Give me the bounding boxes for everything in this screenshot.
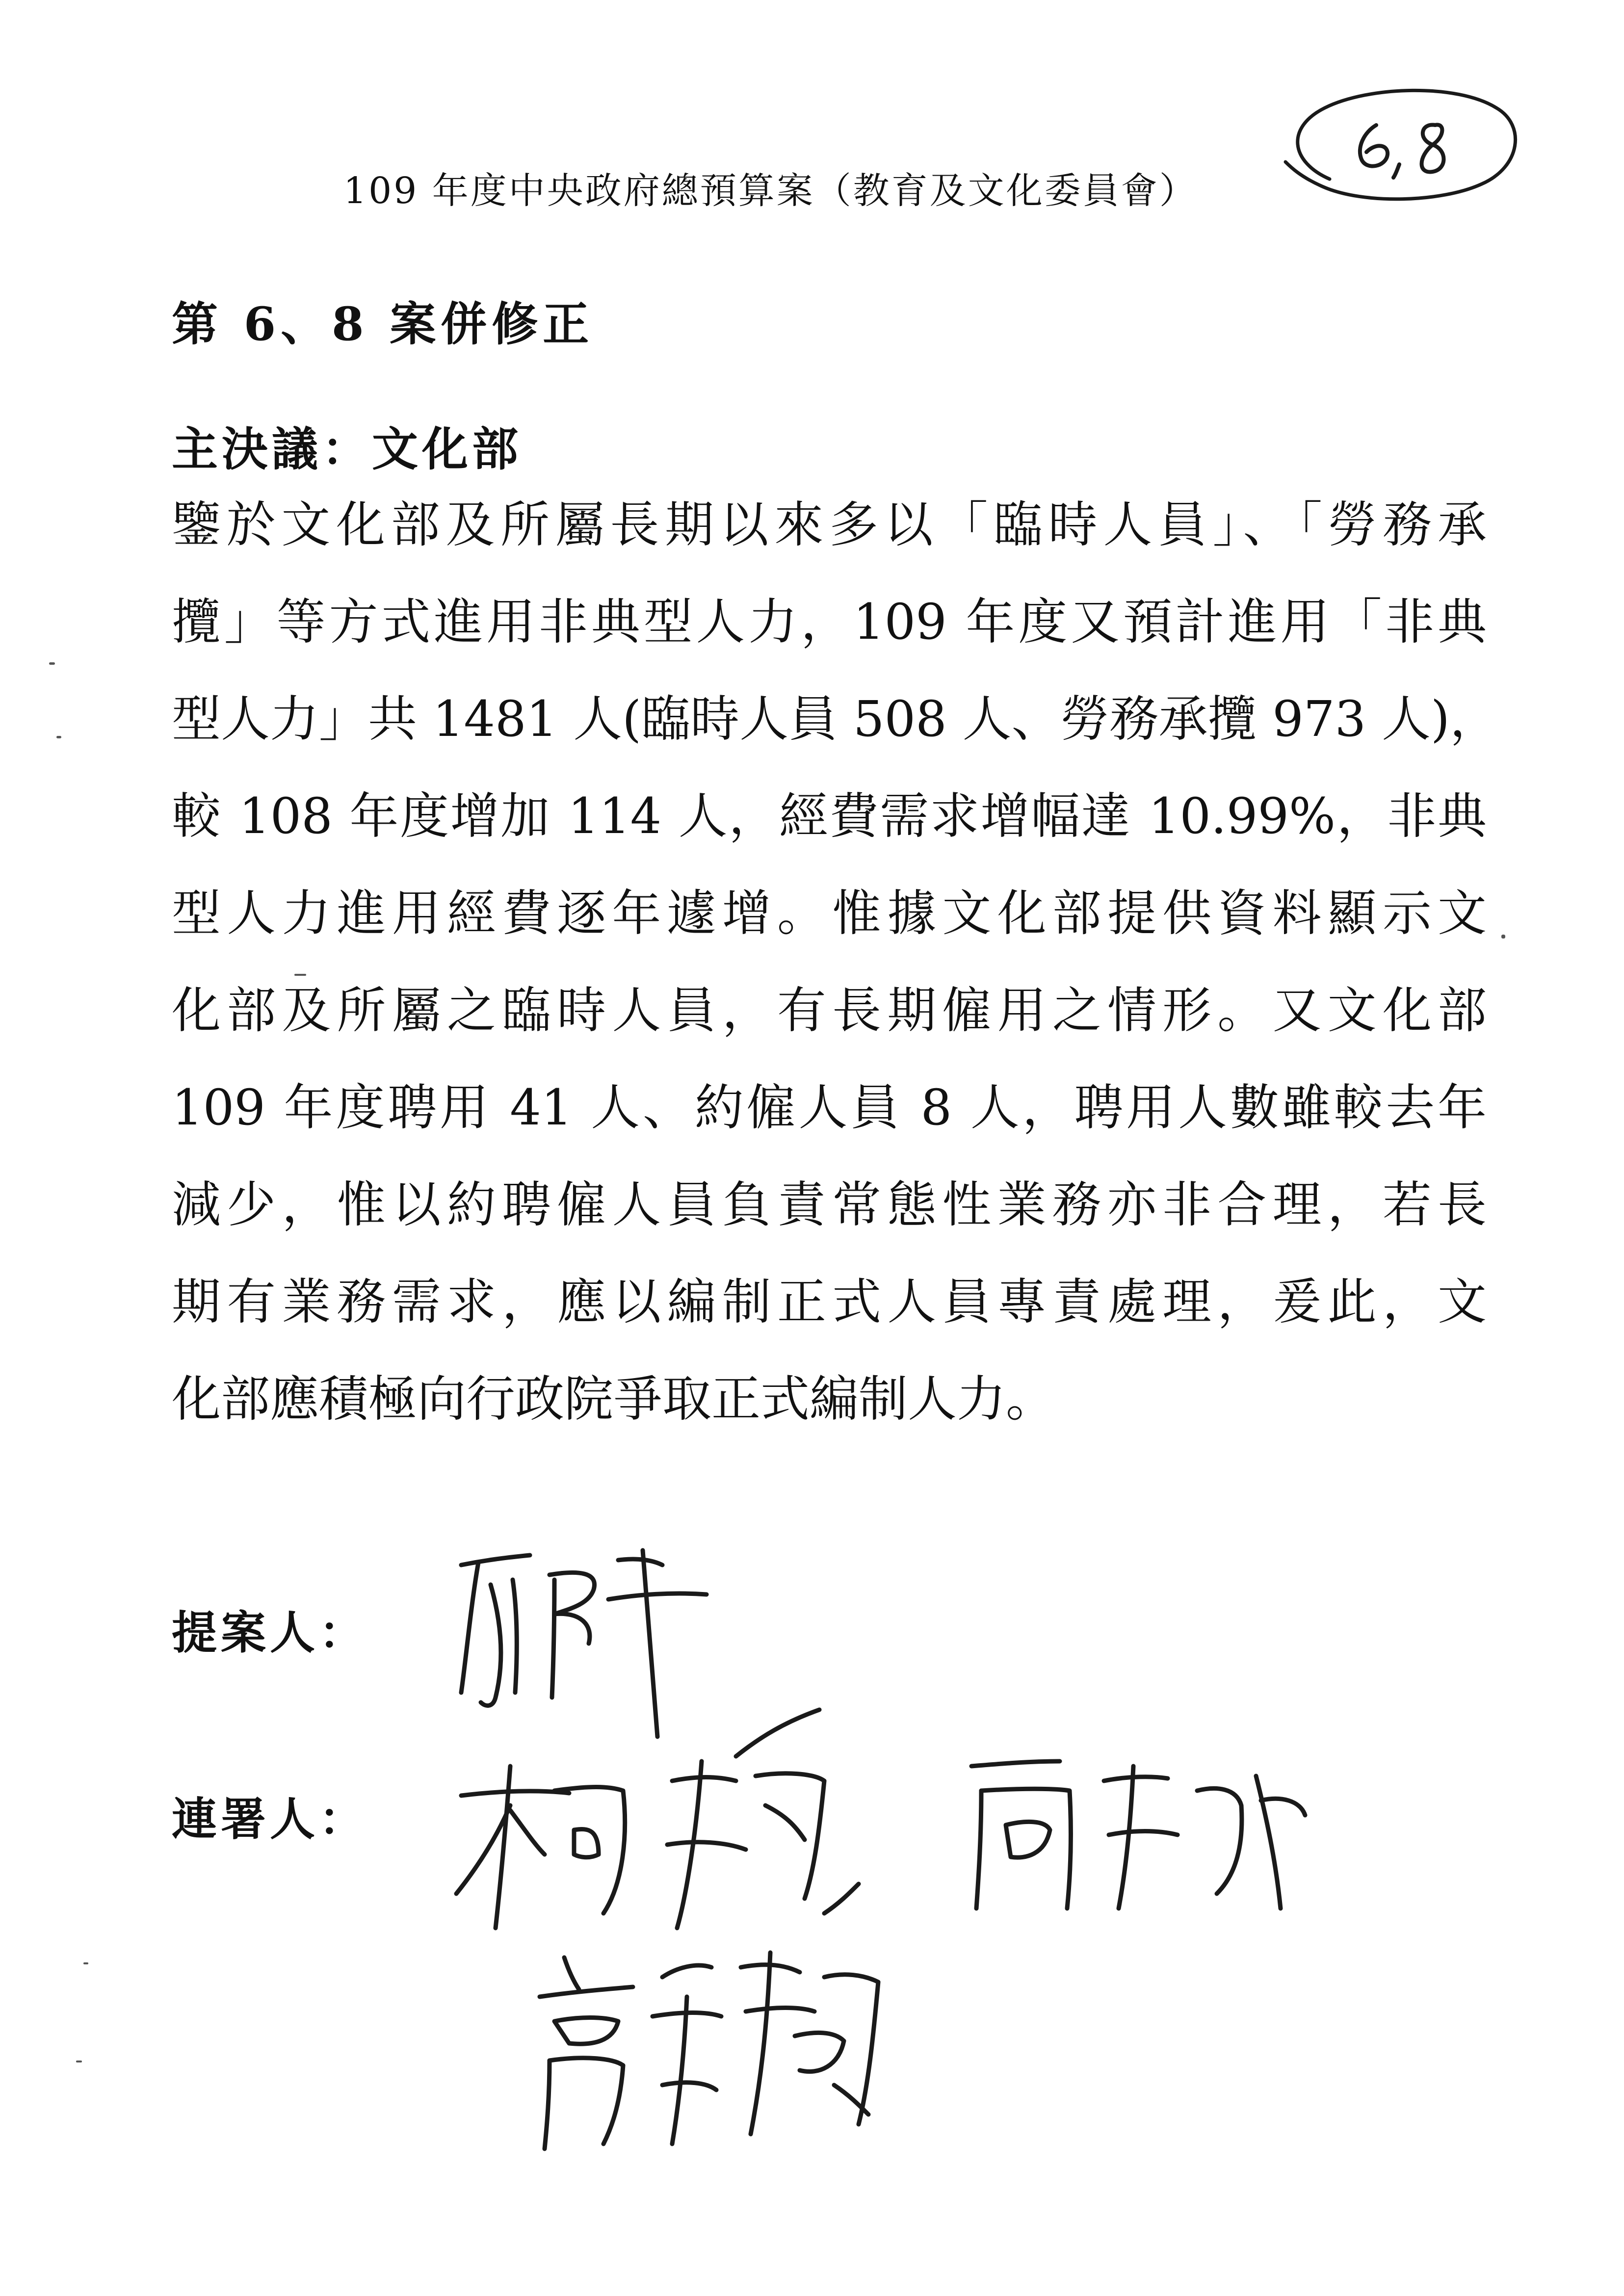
scan-speck: [76, 2061, 82, 2062]
cosigner-signature-icon: [962, 1747, 1315, 1923]
scan-speck: [83, 1962, 88, 1964]
scan-speck: [49, 662, 55, 665]
body-line: 化部及所屬之臨時人員，有長期僱用之情形。又文化部: [172, 982, 1487, 1039]
case-heading: 第 6、8 案併修正: [172, 297, 594, 351]
body-line: 較 108 年度增加 114 人，經費需求增幅達 10.99%，非典: [172, 787, 1487, 845]
handwritten-annotation-icon: [1360, 125, 1444, 178]
body-line: 鑒於文化部及所屬長期以來多以「臨時人員」、「勞務承: [172, 496, 1487, 553]
resolution-heading: 主決議：文化部: [172, 422, 523, 476]
scan-speck: [294, 974, 306, 976]
proposer-signature-icon: [432, 1531, 736, 1737]
body-line: 型人力進用經費逐年遽增。惟據文化部提供資料顯示文: [172, 885, 1487, 942]
body-line: 化部應積極向行政院爭取正式編制人力。: [172, 1370, 1055, 1428]
cosigner-signature-icon: [442, 1707, 864, 1943]
document-title: 109 年度中央政府總預算案（教育及文化委員會）: [343, 170, 1198, 212]
cosigner-label: 連署人：: [172, 1793, 368, 1846]
body-line: 109 年度聘用 41 人、約僱人員 8 人，聘用人數雖較去年: [172, 1079, 1487, 1136]
body-line: 期有業務需求，應以編制正式人員專責處理，爰此，文: [172, 1273, 1487, 1331]
cosigner-signature-icon: [520, 1938, 893, 2154]
body-line: 減少，惟以約聘僱人員負責常態性業務亦非合理，若長: [172, 1176, 1487, 1233]
body-line: 攬」等方式進用非典型人力，109 年度又預計進用「非典: [172, 593, 1487, 651]
scan-speck: [56, 736, 61, 738]
scan-speck: [1501, 935, 1505, 939]
proposer-label: 提案人：: [172, 1606, 368, 1659]
body-line: 型人力」共 1481 人(臨時人員 508 人、勞務承攬 973 人)，: [172, 690, 1499, 748]
resolution-body: [172, 496, 1499, 1472]
handwritten-oval-icon: [1271, 74, 1526, 221]
